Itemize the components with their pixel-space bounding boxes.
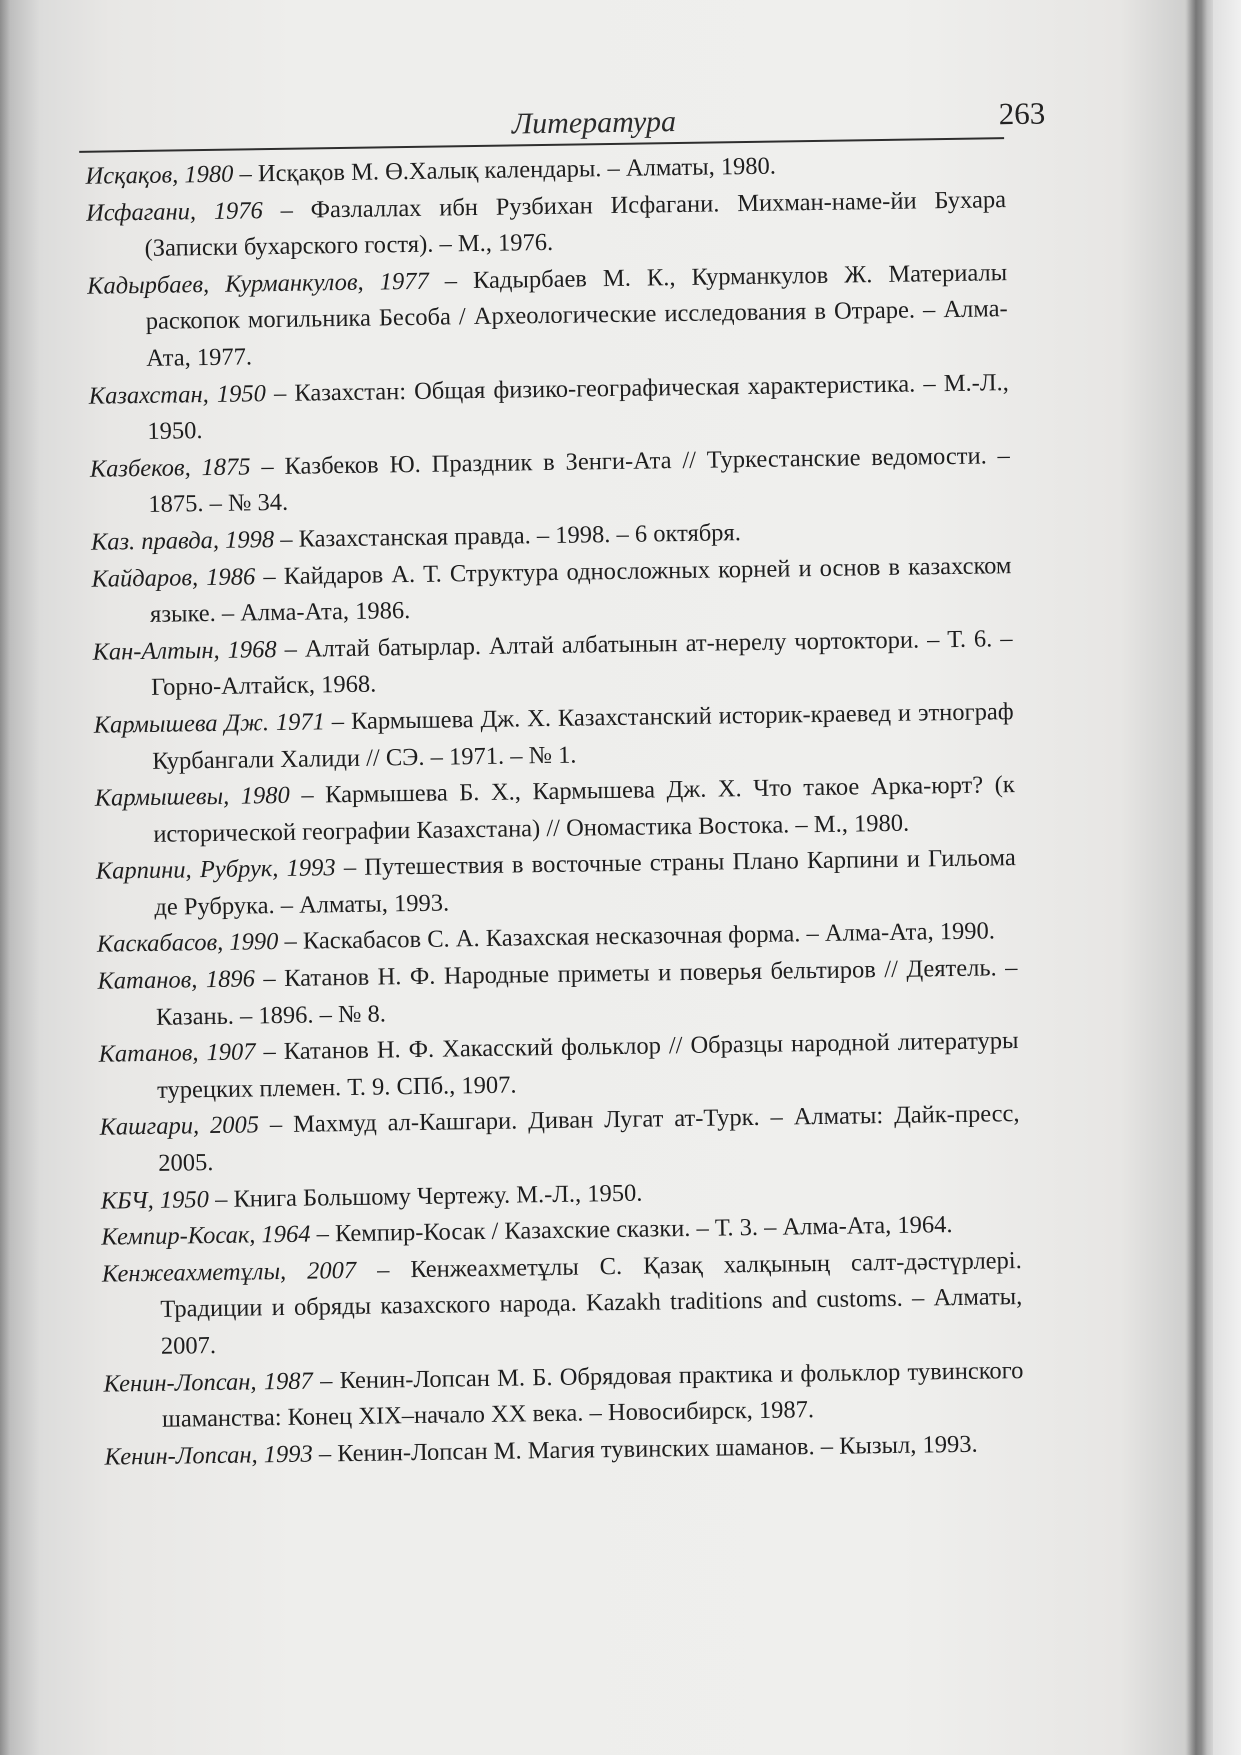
running-head [42, 90, 1122, 146]
reference-text: Кенжеахметұлы С. Қазақ халқының салт-дәстүрлері. Традиции и обряды казахского народа. Kazakh traditions and customs. – Алматы, 2007. [160, 1246, 1023, 1360]
reference-key: Исқақов, 1980 [85, 160, 234, 190]
reference-key: Каскабасов, 1990 [96, 928, 279, 959]
reference-key: Кенин-Лопсан, 1993 [104, 1440, 313, 1471]
reference-text: Книга Большому Чертежу. М.-Л., 1950. [233, 1179, 643, 1213]
reference-text: Алтай батырлар. Алтай албатынын ат-нерелу чортоктори. – Т. 6. – Горно-Алтайск, 1968. [150, 624, 1013, 702]
reference-separator: – [255, 562, 284, 590]
reference-entry [92, 621, 1013, 708]
reference-separator: – [276, 635, 306, 663]
reference-separator: – [208, 1185, 234, 1213]
reference-text: Казбеков Ю. Праздник в Зенги-Ата // Туркестанские ведомости. – 1875. – № 34. [148, 441, 1011, 519]
reference-separator: – [312, 1439, 338, 1468]
reference-entry [97, 950, 1018, 1037]
reference-key: Катанов, 1896 [97, 965, 256, 995]
reference-separator: – [273, 525, 299, 553]
reference-entry [96, 840, 1017, 927]
reference-text: Кармышева Дж. Х. Казахстанский историк-краевед и этнограф Курбангали Халиди // СЭ. – 1971. – № 1. [152, 697, 1014, 775]
reference-separator: – [312, 1366, 340, 1395]
reference-key: Кармышева Дж. 1971 [93, 708, 326, 739]
reference-text: Кайдаров А. Т. Структура односложных корней и основ в казахском языке. – Алма-Ата, 1986. [149, 551, 1012, 629]
reference-text: Исқақов М. Ө.Халық календары. – Алматы, 1980. [257, 152, 777, 188]
reference-key: Кадырбаев, Курманкулов, 1977 [86, 267, 429, 300]
reference-text: Махмуд ал-Кашгари. Диван Лугат ат-Турк. – Алматы: Дайк-пресс, 2005. [158, 1100, 1020, 1177]
reference-separator: – [233, 160, 259, 188]
reference-key: Кенин-Лопсан, 1987 [103, 1367, 314, 1398]
reference-text: Каскабасов С. А. Казахская несказочная форма. – Алма-Ата, 1990. [302, 917, 996, 956]
reference-list [85, 145, 1024, 1476]
reference-text: Путешествия в восточные страны Плано Карпини и Гильома де Рубрука. – Алматы, 1993. [154, 844, 1016, 921]
reference-key: Казбеков, 1875 [89, 453, 251, 483]
reference-entry [95, 767, 1016, 854]
reference-separator: – [310, 1220, 336, 1248]
reference-key: Кан-Алтын, 1968 [92, 635, 277, 666]
reference-key: Исфагани, 1976 [85, 196, 264, 227]
reference-text: Катанов Н. Ф. Народные приметы и поверья бельтиров // Деятель. – Казань. – 1896. – № 8. [155, 954, 1018, 1031]
reference-separator: – [355, 1255, 411, 1284]
reference-key: Карпини, Рубрук, 1993 [95, 854, 336, 886]
reference-key: Каз. правда, 1998 [90, 525, 275, 556]
reference-separator: – [262, 196, 311, 224]
reference-entry [99, 1096, 1020, 1183]
reference-entry [103, 1353, 1024, 1440]
reference-separator: – [250, 452, 285, 481]
page-number: 263 [998, 95, 1046, 132]
reference-text: Кенин-Лопсан М. Магия тувинских шаманов. – Кызыл, 1993. [337, 1430, 978, 1467]
reference-entry [89, 365, 1010, 452]
reference-text: Кадырбаев М. К., Курманкулов Ж. Материалы раскопок могильника Бесоба / Археологические исследования в Отраре. – Алма-Ата, 1977. [145, 258, 1008, 372]
reference-key: Кенжеахметұлы, 2007 [101, 1256, 357, 1288]
reference-key: Катанов, 1907 [98, 1038, 256, 1068]
reference-entry [91, 548, 1012, 635]
reference-separator: – [428, 266, 474, 295]
page [40, 0, 1206, 1755]
reference-key: КБЧ, 1950 [100, 1185, 210, 1215]
reference-separator: – [289, 781, 326, 809]
reference-text: Казахстанская правда. – 1998. – 6 октября. [298, 519, 742, 553]
reference-separator: – [258, 1111, 294, 1139]
reference-text: Кемпир-Косак / Казахские сказки. – Т. 3. – Алма-Ата, 1964. [334, 1211, 953, 1248]
reference-entry [90, 438, 1011, 525]
reference-key: Кемпир-Косак, 1964 [101, 1220, 311, 1251]
reference-separator: – [324, 707, 352, 736]
reference-separator: – [265, 379, 295, 407]
reference-key: Кашгари, 2005 [99, 1111, 260, 1142]
reference-text: Фазлаллах ибн Рузбихан Исфагани. Михман-наме-йи Бухара (Записки бухарского гостя). – М., 1976. [144, 185, 1007, 263]
reference-entry [93, 694, 1014, 781]
reference-text: Катанов Н. Ф. Хакасский фольклор // Образцы народной литературы турецких племен. Т. 9. СПб., 1907. [156, 1027, 1019, 1104]
reference-separator: – [255, 1038, 285, 1066]
reference-text: Кенин-Лопсан М. Б. Обрядовая практика и фольклор тувинского шаманства: Конец XIX–начало XX века. – Новосибирск, 1987. [161, 1356, 1024, 1433]
reference-entry [86, 182, 1007, 269]
reference-entry [87, 255, 1009, 378]
reference-separator: – [335, 854, 365, 882]
reference-separator: – [254, 965, 285, 993]
reference-key: Казахстан, 1950 [88, 379, 267, 410]
page-title: Литература [511, 105, 677, 141]
reference-key: Кайдаров, 1986 [91, 562, 256, 593]
reference-key: Кармышевы, 1980 [94, 781, 291, 812]
reference-separator: – [278, 928, 304, 956]
reference-entry [98, 1023, 1019, 1110]
reference-text: Кармышева Б. Х., Кармышева Дж. Х. Что такое Арка-юрт? (к исторической географии Казахстана) // Ономастика Востока. – М., 1980. [153, 771, 1015, 848]
reference-text: Казахстан: Общая физико-географическая характеристика. – М.-Л., 1950. [147, 368, 1009, 446]
reference-entry [102, 1243, 1024, 1366]
